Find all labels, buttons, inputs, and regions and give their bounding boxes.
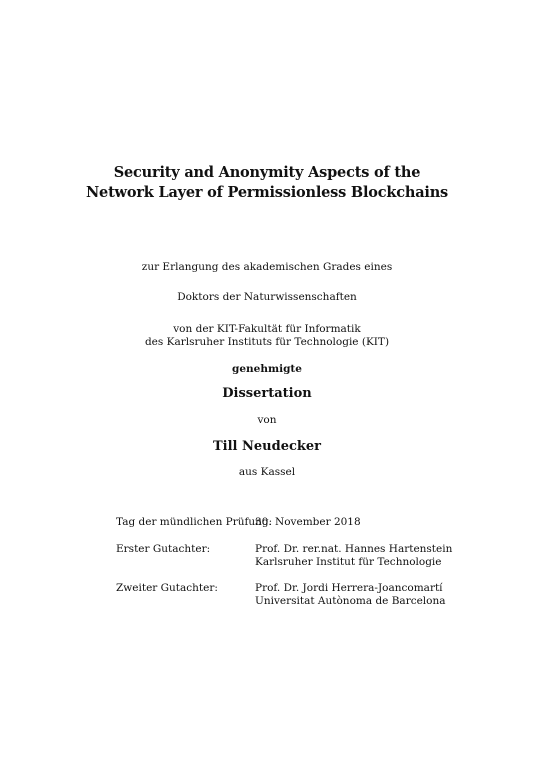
- author-name: Till Neudecker: [212, 439, 322, 454]
- degree-name: Doktors der Naturwissenschaften: [177, 291, 357, 303]
- approval-word: genehmigte: [232, 363, 302, 375]
- first-reviewer-name: Prof. Dr. rer.nat. Hannes Hartenstein: [255, 543, 453, 555]
- faculty-line-2: des Karlsruher Instituts für Technologie (KIT): [144, 336, 390, 348]
- second-reviewer-label: Zweiter Gutachter:: [116, 582, 218, 594]
- exam-date-label: Tag der mündlichen Prüfung:: [116, 516, 273, 528]
- second-reviewer-affiliation: Universitat Autònoma de Barcelona: [255, 595, 446, 607]
- exam-date-value: 30. November 2018: [255, 516, 361, 528]
- second-reviewer-name: Prof. Dr. Jordi Herrera-Joancomartí: [255, 582, 443, 594]
- thesis-title: [0, 163, 534, 203]
- author-origin: aus Kassel: [238, 466, 296, 478]
- thesis-title-line-2: Network Layer of Permissionless Blockchains: [85, 184, 449, 201]
- by-word: von: [257, 414, 277, 426]
- document-type: Dissertation: [222, 386, 312, 401]
- degree-purpose: zur Erlangung des akademischen Grades eines: [141, 261, 393, 273]
- thesis-title-line-1: Security and Anonymity Aspects of the: [113, 164, 421, 181]
- faculty-line-1: von der KIT-Fakultät für Informatik: [173, 323, 361, 335]
- first-reviewer-affiliation: Karlsruher Institut für Technologie: [255, 556, 442, 568]
- first-reviewer-label: Erster Gutachter:: [116, 543, 211, 555]
